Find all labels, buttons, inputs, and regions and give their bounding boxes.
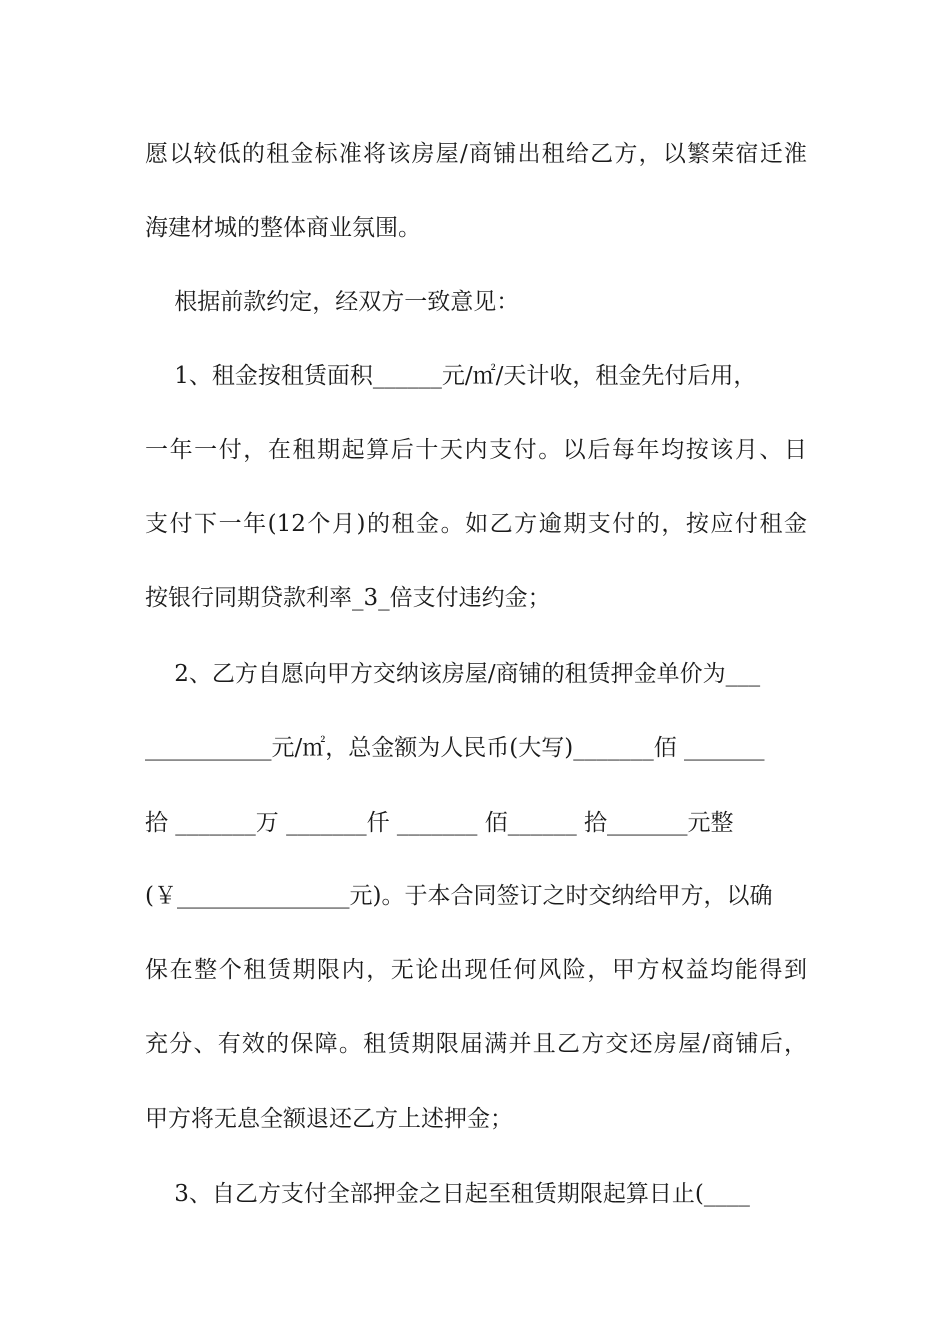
text-line-4: 1、租金按租赁面积______元/㎡/天计收，租金先付后用， <box>145 363 757 389</box>
text-line-10: 拾 _______万 _______仟 _______ 佰______ 拾_______元整 <box>145 810 734 836</box>
text-line-7: 按银行同期贷款利率_3_倍支付违约金； <box>145 585 551 611</box>
text-line-11: (￥_______________元)。于本合同签订之时交纳给甲方，以确 <box>145 883 773 909</box>
text-line-8: 2、乙方自愿向甲方交纳该房屋/商铺的租赁押金单价为___ <box>145 661 761 687</box>
text-line-1: 愿以较低的租金标准将该房屋/商铺出租给乙方，以繁荣宿迁淮 <box>145 141 807 167</box>
text-line-6: 支付下一年(12个月)的租金。如乙方逾期支付的，按应付租金 <box>145 511 807 537</box>
text-line-2: 海建材城的整体商业氛围。 <box>145 215 421 241</box>
text-line-14: 甲方将无息全额退还乙方上述押金； <box>145 1106 513 1132</box>
text-line-5: 一年一付，在租期起算后十天内支付。以后每年均按该月、日 <box>145 437 807 463</box>
text-line-13: 充分、有效的保障。租赁期限届满并且乙方交还房屋/商铺后， <box>145 1031 807 1057</box>
text-line-12: 保在整个租赁期限内，无论出现任何风险，甲方权益均能得到 <box>145 957 807 983</box>
text-line-15: 3、自乙方支付全部押金之日起至租赁期限起算日止(____ <box>145 1181 750 1207</box>
text-line-3: 根据前款约定，经双方一致意见： <box>145 289 520 315</box>
text-line-9: ___________元/㎡，总金额为人民币(大写)_______佰 _______ <box>145 735 765 761</box>
